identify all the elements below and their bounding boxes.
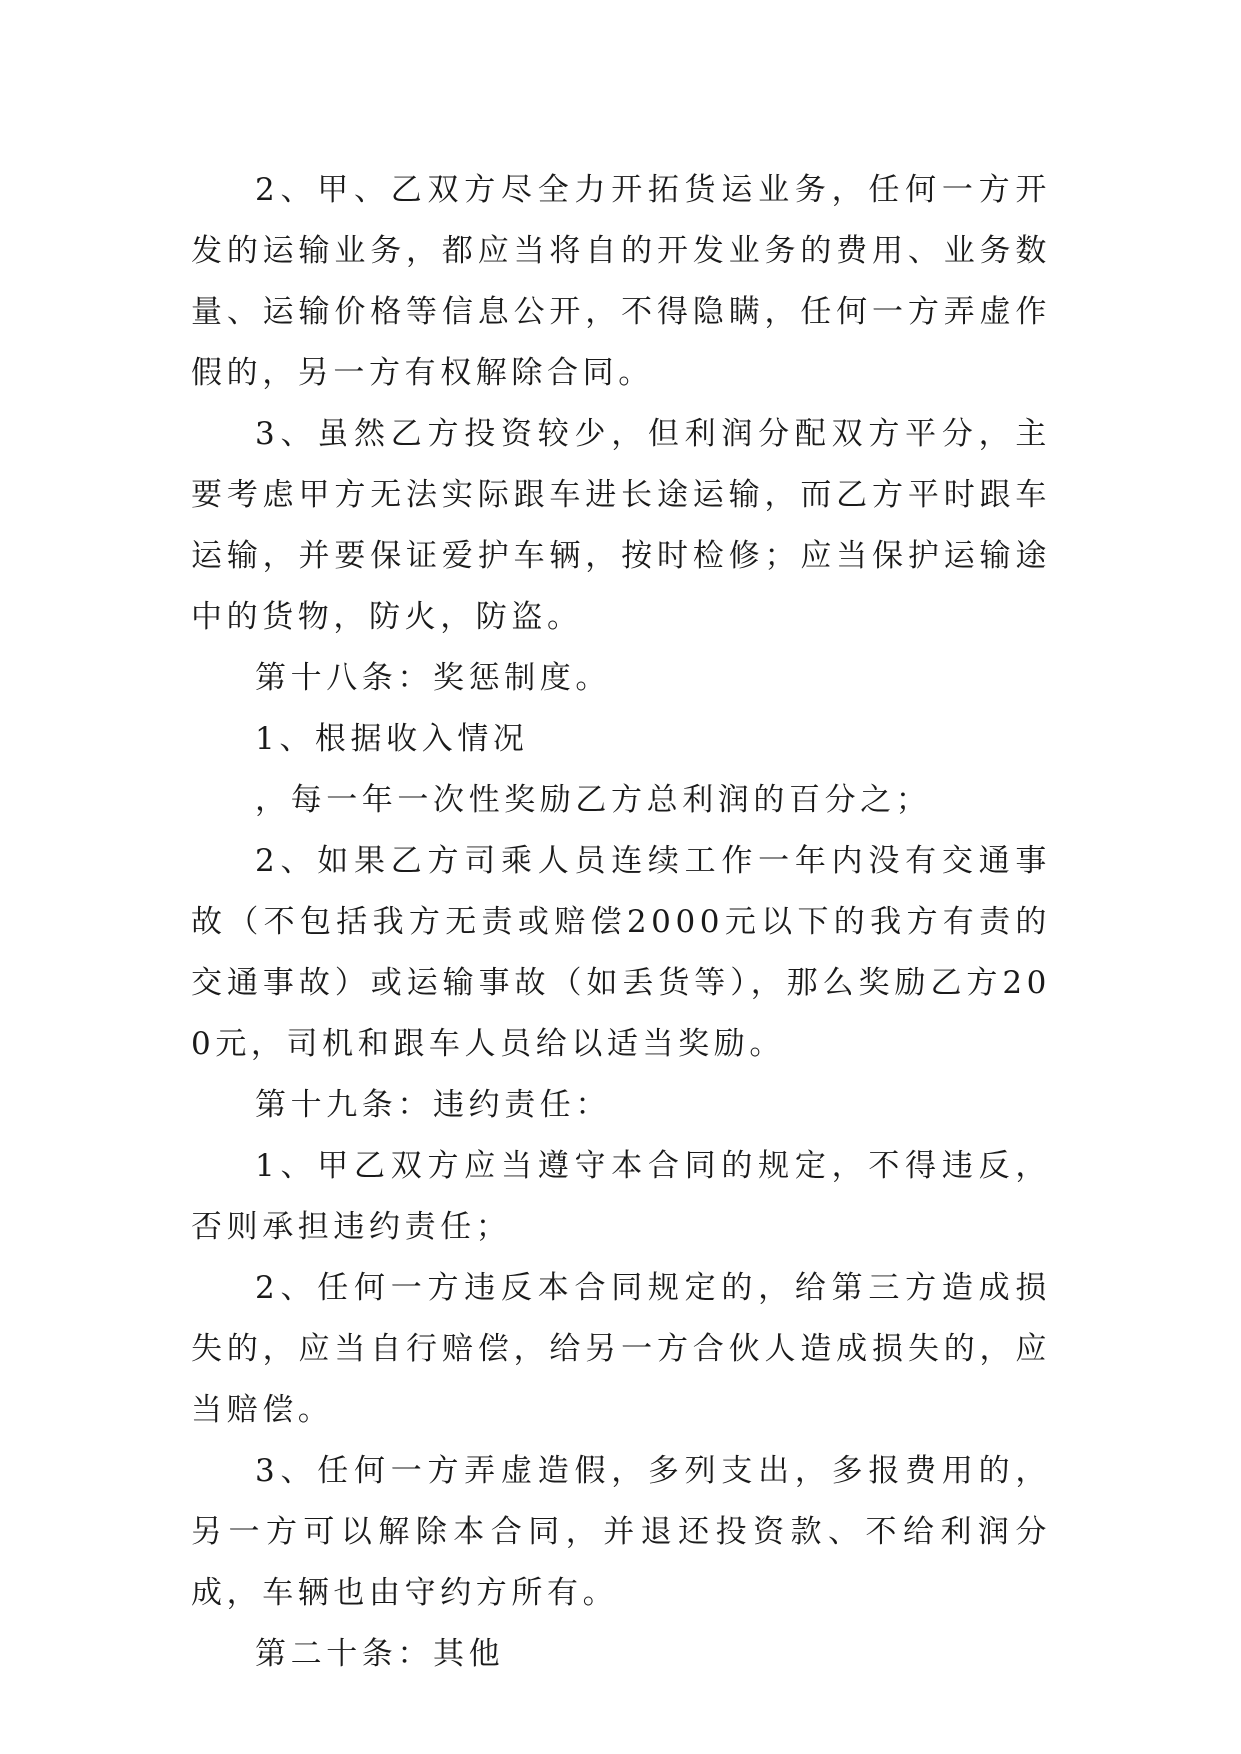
paragraph-liability-1: 1、甲乙双方应当遵守本合同的规定，不得违反，否则承担违约责任； [191,1148,1051,1245]
heading-article-18: 第十八条：奖惩制度。 [255,660,611,696]
heading-article-19: 第十九条：违约责任： [255,1087,611,1123]
heading-article-20: 第二十条：其他 [255,1636,505,1672]
paragraph-reward-2: 2、如果乙方司乘人员连续工作一年内没有交通事故（不包括我方无责或赔偿2000元以下的我方有责的交通事故）或运输事故（如丢货等），那么奖励乙方200元，司机和跟车人员给以适当奖励。 [191,843,1051,1062]
paragraph-liability-2: 2、任何一方违反本合同规定的，给第三方造成损失的，应当自行赔偿，给另一方合伙人造成损失的，应当赔偿。 [191,1270,1051,1428]
paragraph-clause-2-business: 2、甲、乙双方尽全力开拓货运业务，任何一方开发的运输业务，都应当将自的开发业务的费用、业务数量、运输价格等信息公开，不得隐瞒，任何一方弄虚作假的，另一方有权解除合同。 [191,172,1051,391]
paragraph-reward-1: 1、根据收入情况 [255,721,529,757]
document-body [191,160,1051,1685]
paragraph-clause-3-profit: 3、虽然乙方投资较少，但利润分配双方平分，主要考虑甲方无法实际跟车进长途运输，而乙方平时跟车运输，并要保证爱护车辆，按时检修；应当保护运输途中的货物，防火，防盗。 [191,416,1051,635]
paragraph-reward-1-continued: ，每一年一次性奖励乙方总利润的百分之； [255,782,932,818]
paragraph-liability-3: 3、任何一方弄虚造假，多列支出，多报费用的，另一方可以解除本合同，并退还投资款、不给利润分成，车辆也由守约方所有。 [191,1453,1051,1611]
